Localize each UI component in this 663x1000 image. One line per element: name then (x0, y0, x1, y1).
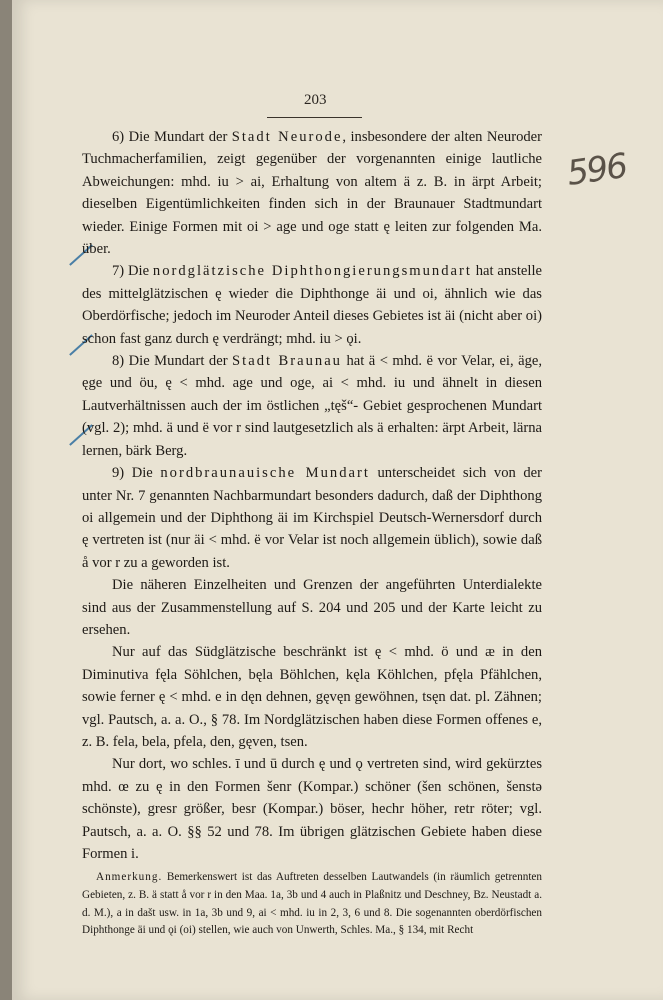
body-text (82, 126, 542, 940)
footnote-anmerkung: Anmerkung. Bemerkenswert ist das Auftreten desselben Lautwandels (in räumlich getrennten Gebieten, z. B. ä statt å vor r in den Maa. 1a, 3b und 4 auch in Plaßnitz und Deschney, Bz. Neustadt a. d. M.), a in dašt usw. in 1a, 3b und 9, ai < mhd. iu in 2, 3, 6 und 8. Die sogenannten oberdörfischen Diphthonge äi und ǫi (oi) stellen, wie auch von Unwerth, Schles. Ma., § 134, mit Recht (82, 871, 542, 937)
page-number: 203 (304, 92, 327, 108)
paragraph-suedglaetzisch: Nur auf das Südglätzische beschränkt ist ę < mhd. ö und æ in den Diminutiva fęla Söhlchen, bęla Böhlchen, kęla Köhlchen, pfęla Pfählchen, sowie ferner ę < mhd. e in dęn dehnen, gęvęn gewöhnen, tsęn dat. pl. Zähnen; vgl. Pautsch, a. a. O., § 78. Im Nordglätzischen haben diese Formen offenes e, z. B. fela, bela, pfela, den, gęven, tsen. (82, 644, 542, 750)
header-rule (267, 117, 362, 118)
paragraph-9: 9) Die nordbraunauische Mundart unterscheidet sich von der unter Nr. 7 genannten Nachbarmundart besonders dadurch, daß der Diphthong oi allgemein und der Diphthong äi im Kirchspiel Deutsch-Wernersdorf durch ę vertreten ist (nur äi < mhd. ë vor Velar ist noch allgemein üblich), sowie daß å vor r zu a geworden ist. (82, 465, 542, 571)
handwritten-margin-note: 596 (564, 146, 629, 194)
book-page (12, 0, 663, 1000)
paragraph-8: 8) Die Mundart der Stadt Braunau hat ä < mhd. ë vor Velar, ei, äge, ęge und öu, ę < mhd. age und oge, ai < mhd. iu und ähnelt in diesen Lautverhältnissen auch der im östlichen „tęš“- Gebiet gesprochenen Mundart (vgl. 2); mhd. ä und ë vor r sind lautgesetzlich als ä erhalten: ärpt Arbeit, lärna lernen, bärk Berg. (82, 353, 542, 459)
paragraph-details: Die näheren Einzelheiten und Grenzen der angeführten Unterdialekte sind aus der Zusammenstellung auf S. 204 und 205 und der Karte leicht zu ersehen. (82, 577, 542, 638)
paragraph-7: 7) Die nordglätzische Diphthongierungsmundart hat anstelle des mittelglätzischen ę wieder die Diphthonge äi und oi, ähnlich wie das Oberdörfische; jedoch im Neuroder Anteil dieses Gebietes ist äi (nicht aber oi) schon fast ganz durch ę verdrängt; mhd. iu > ǫi. (82, 263, 542, 347)
paragraph-6: 6) Die Mundart der Stadt Neurode, insbesondere der alten Neuroder Tuchmacherfamilien, zeigt gegenüber der vorgenannten einige lautliche Abweichungen: mhd. iu > ai, Erhaltung von altem ä z. B. in ärpt Arbeit; dieselben Eigentümlichkeiten finden sich in der Braunauer Stadtmundart wieder. Einige Formen mit oi > age und oge statt ę leiten zur folgenden Ma. über. (82, 129, 542, 258)
paragraph-schlesisch: Nur dort, wo schles. ī und ū durch ę und ǫ vertreten sind, wird gekürztes mhd. œ zu ę in den Formen šenr (Kompar.) schöner (šen schönen, šenstә schönste), gresr größer, besr (Kompar.) böser, hechr höher, retr röter; vgl. Pautsch, a. a. O. §§ 52 und 78. Im übrigen glätzischen Gebiete haben diese Formen i. (82, 756, 542, 862)
